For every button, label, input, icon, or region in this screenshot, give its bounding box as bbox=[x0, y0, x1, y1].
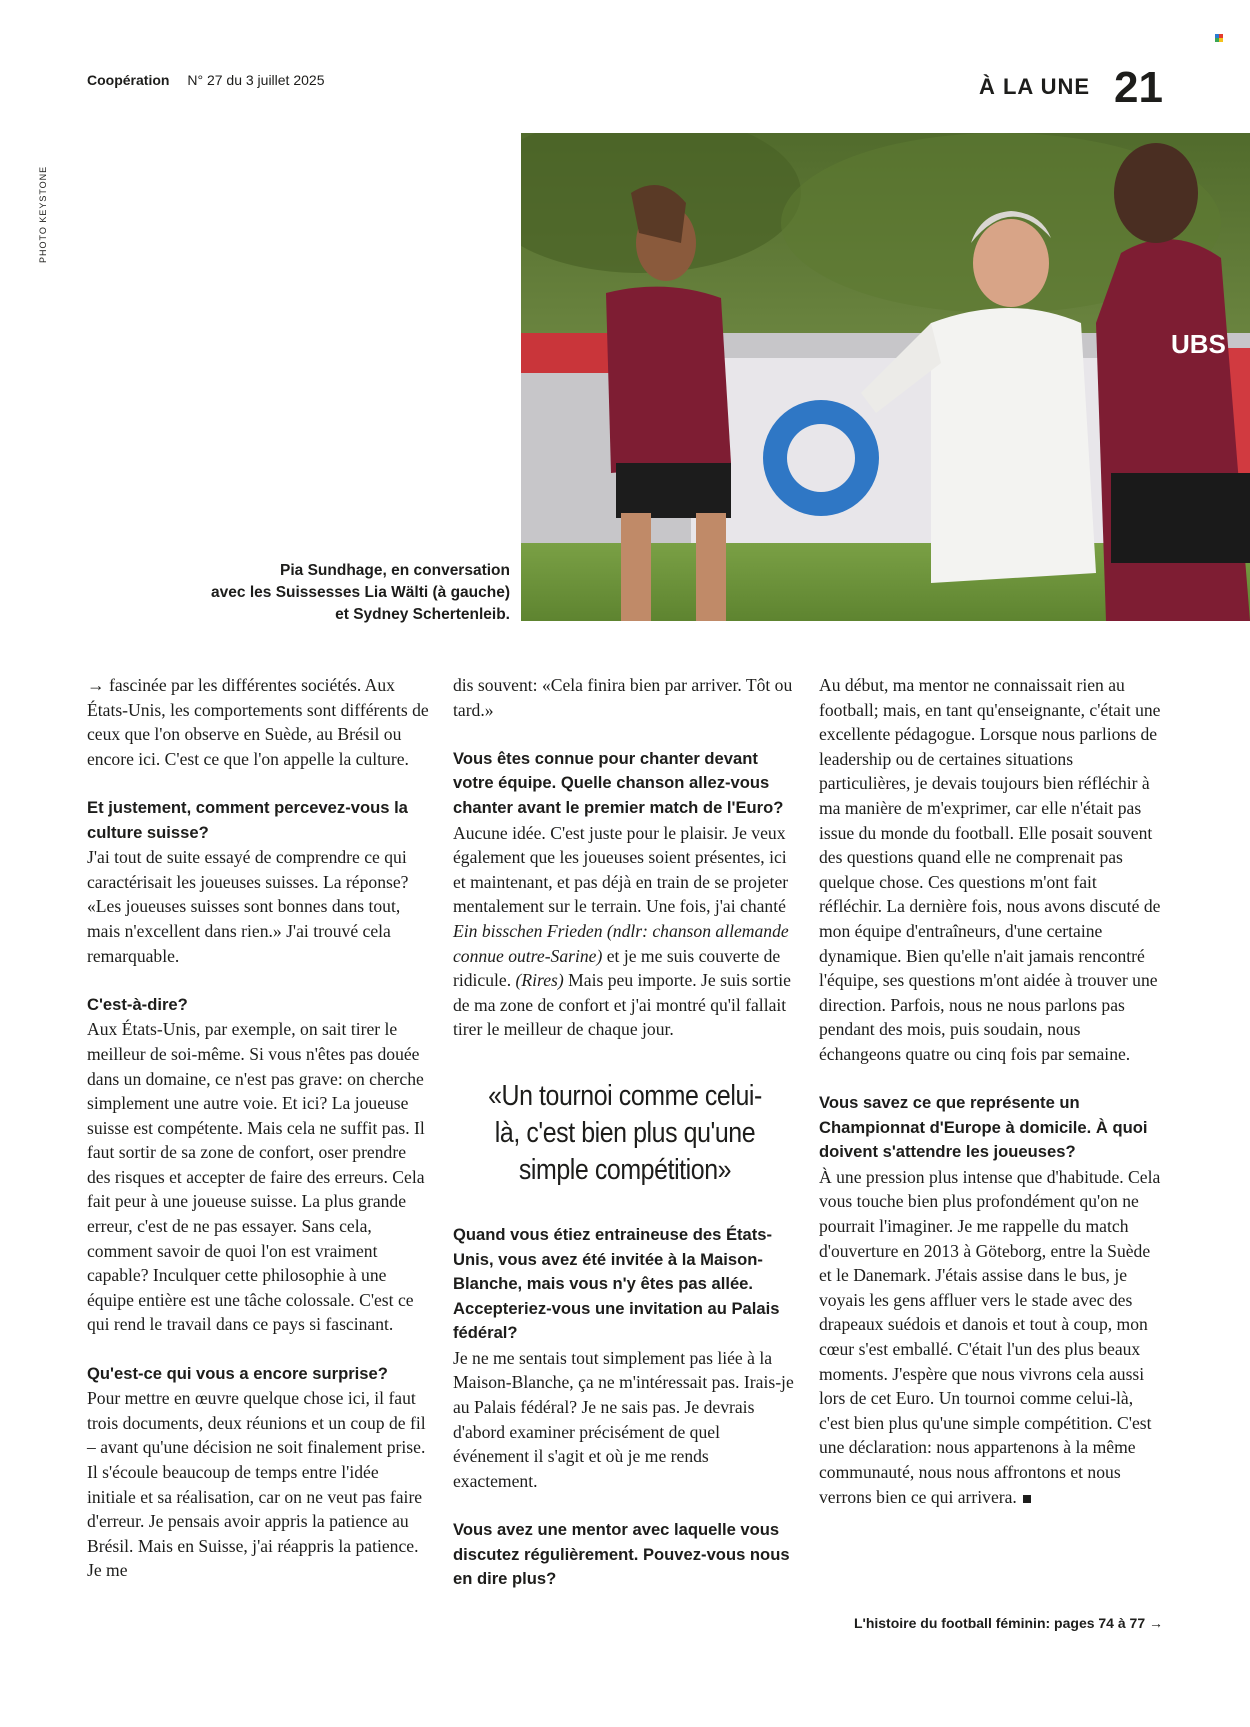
answer: J'ai tout de suite essayé de comprendre ce qui caractérisait les joueuses suisses. La réponse? «Les joueuses suisses sont bonnes dans tout, mais n'excellent dans rien.» J'ai trouvé cela remarquable. bbox=[87, 847, 409, 966]
article-column-1 bbox=[87, 673, 431, 1583]
cross-reference-link[interactable]: L'histoire du football féminin: pages 74 à 77 → bbox=[853, 1615, 1163, 1631]
continuation-paragraph: → fascinée par les différentes sociétés. Aux États-Unis, les comportements sont différents de ceux que l'on observe en Suède, au Brésil ou encore ici. C'est ce que l'on appelle la culture. bbox=[87, 675, 429, 769]
player-left-jersey bbox=[606, 287, 731, 473]
question: Quand vous étiez entraineuse des États-Unis, vous avez été invitée à la Maison-Blanche, mais vous n'y êtes pas allée. Accepteriez-vous une invitation au Palais fédéral? bbox=[453, 1224, 780, 1343]
caption-line-3: et Sydney Schertenleib. bbox=[335, 606, 510, 623]
question: Vous êtes connue pour chanter devant votre équipe. Quelle chanson allez-vous chanter avant le premier match de l'Euro? bbox=[453, 748, 784, 817]
page-header-right bbox=[978, 63, 1163, 112]
caption-line-2: avec les Suissesses Lia Wälti (à gauche) bbox=[211, 584, 510, 601]
issue-date: N° 27 du 3 juillet 2025 bbox=[187, 72, 325, 88]
feature-photo bbox=[521, 133, 1250, 621]
photo-caption bbox=[70, 560, 510, 626]
answer: Je ne me sentais tout simplement pas liée à la Maison-Blanche, ça ne m'intéressait pas. Irais-je au Palais fédéral? Je ne sais pas. Je devrais d'abord examiner précisément de quel événement il s'agit et où je me rends exactement. bbox=[453, 1347, 794, 1491]
color-registration-mark bbox=[1215, 34, 1223, 42]
page-number: 21 bbox=[1114, 63, 1163, 112]
caption-line-1: Pia Sundhage, en conversation bbox=[280, 562, 510, 579]
continued-arrow-icon: → bbox=[87, 675, 105, 695]
question: Et justement, comment percevez-vous la culture suisse? bbox=[87, 797, 408, 842]
article-column-2 bbox=[453, 673, 797, 1592]
question: Qu'est-ce qui vous a encore surprise? bbox=[87, 1363, 388, 1383]
svg-text:UBS: UBS bbox=[1171, 329, 1226, 359]
pull-quote: «Un tournoi comme celui-là, c'est bien plus qu'une simple compétition» bbox=[488, 1079, 762, 1186]
question: C'est-à-dire? bbox=[87, 994, 188, 1014]
answer: Au début, ma mentor ne connaissait rien au football; mais, en tant qu'enseignante, c'était une excellente pédagogue. Lorsque nous parlions de leadership ou de certaines situations particulières, je devais toujours bien réfléchir à ma manière de m'exprimer, car elle n'était pas issue du monde du football. Elle posait souvent des questions quand elle ne comprenait pas quelque chose. Ces questions m'ont fait réfléchir. La dernière fois, nous avons discuté de mon équipe d'entraîneurs, d'une certaine dynamique. Bien qu'elle n'ait jamais rencontré l'équipe, ses questions m'ont aidée à trouver une direction. Parfois, nous ne nous parlons pas pendant des mois, puis soudain, nous échangeons quatre ou cinq fois par semaine. bbox=[819, 675, 1161, 1064]
masthead bbox=[87, 72, 324, 88]
publication-name: Coopération bbox=[87, 72, 170, 88]
question: Vous avez une mentor avec laquelle vous discutez régulièrement. Pouvez-vous nous en dire plus? bbox=[453, 1520, 790, 1589]
answer: dis souvent: «Cela finira bien par arriver. Tôt ou tard.» bbox=[453, 675, 793, 720]
coach-head bbox=[973, 219, 1049, 307]
section-title: À LA UNE bbox=[978, 74, 1091, 99]
end-of-article-mark bbox=[1023, 1495, 1031, 1503]
answer: Pour mettre en œuvre quelque chose ici, il faut trois documents, deux réunions et un coup de fil – avant qu'une décision ne soit finalement prise. Il s'écoule beaucoup de temps entre l'idée initiale et sa réalisation, car on ne veut pas faire d'erreur. Je pensais avoir appris la patience au Brésil. Mais en Suisse, j'ai réappris la patience. Je me bbox=[87, 1388, 426, 1581]
answer: Aux États-Unis, par exemple, on sait tirer le meilleur de soi-même. Si vous n'êtes pas douée dans un domaine, ce n'est pas grave: on cherche simplement une autre voie. Et ici? La joueuse suisse est compétente. Mais cela ne suffit pas. Il faut sortir de sa zone de confort, oser prendre des risques et accepter de faire des erreurs. Cela fait peur à une joueuse suisse. La plus grande erreur, c'est de ne pas essayer. Sans cela, comment savoir de quoi l'on est vraiment capable? Inculquer cette philosophie à une équipe entière est une tâche colossale. C'est ce qui rend le travail dans ce pays si fascinant. bbox=[87, 1019, 425, 1335]
answer: À une pression plus intense que d'habitude. Cela vous touche bien plus profondément qu'on ne pourrait l'imaginer. Je me rappelle du match d'ouverture en 2013 à Göteborg, entre la Suède et le Danemark. J'étais assise dans le bus, je voyais les gens affluer vers le stade avec des drapeaux suédois et danois et tout à coup, mon cœur s'est emballé. C'était l'un des plus beaux moments. J'espère que nous vivrons cela aussi lors de cet Euro. Un tournoi comme celui-là, c'est bien plus qu'une simple compétition. C'est une déclaration: nous appartenons à la même communauté, nous nous affrontons et nous verrons bien ce qui arrivera. bbox=[819, 1166, 1161, 1507]
answer: Aucune idée. C'est juste pour le plaisir. Je veux également que les joueuses soient présentes, ici et maintenant, et pas déjà en train de se projeter mentalement sur le terrain. Une fois, j'ai chanté Ein bisschen Frieden (ndlr: chanson allemande connue outre-Sarine) et je me suis couverte de ridicule. (Rires) Mais peu importe. Je suis sortie de ma zone de confort et j'ai montré qu'il fallait tirer le meilleur de chaque jour. bbox=[453, 822, 791, 1040]
question: Vous savez ce que représente un Championnat d'Europe à domicile. À quoi doivent s'attendre les joueuses? bbox=[819, 1093, 1148, 1162]
article-column-3 bbox=[819, 673, 1163, 1509]
coach-jacket bbox=[931, 308, 1096, 583]
photo-credit: PHOTO KEYSTONE bbox=[38, 165, 48, 263]
